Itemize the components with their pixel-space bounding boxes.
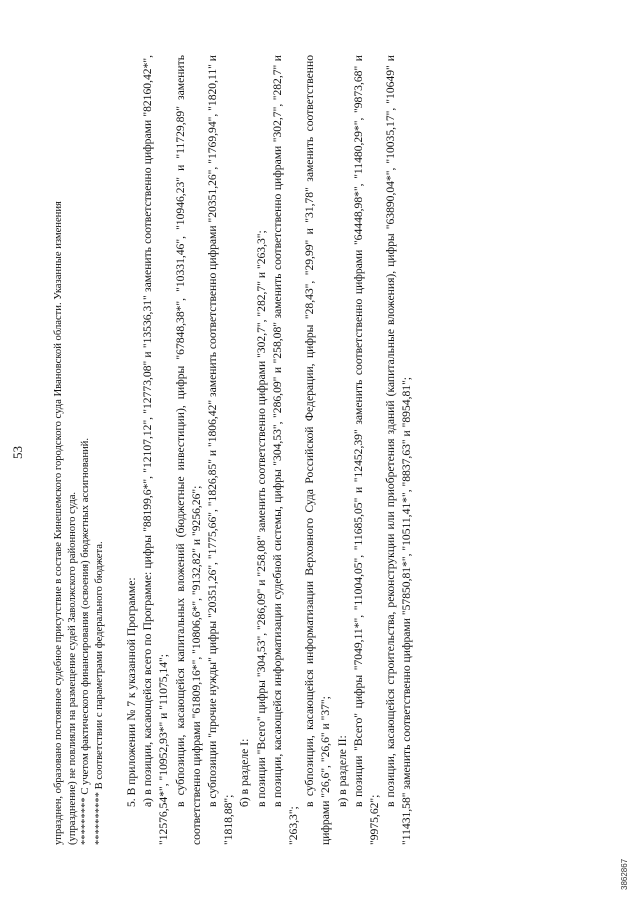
paragraph-c: в) в разделе II: [335,735,349,807]
document-stamp: 3862867 [620,858,629,890]
footnote-continuation-line1: упразднен, образовано постоянное судебное присутствие в составе Кинешемского городского суда Ивановской области. Указанные изменения [53,201,64,845]
footnote-9: ********* С учетом фактического финансирования (освоения) бюджетных ассигнований. [80,437,91,845]
paragraph-b-informatization: в позиции, касающейся информатизации судебной системы, цифры "304,53", "286,09" и "258,08" заменить соответственно цифрами "302,7", "282,7" и "263,3"; [270,55,301,845]
footnote-10: ********** В соответствии с параметрами федерального бюджета. [93,541,105,845]
section-heading: 5. В приложении № 7 к указанной Программе: [125,577,138,807]
paragraph-other-needs: в субпозиции "прочие нужды" цифры "20351,26", "1775,66", "1826,85" и "1806,42" заменить соответственно цифрами "20351,26", "1769,94", "1820,11" и "1818,88"; [206,55,236,845]
paragraph-b-supreme-court: в субпозиции, касающейся информатизации Верховного Суда Российской Федерации, цифры "28,43", "29,99" и "31,78" заменить соответственно цифрами "26,6", "26,6" и "37"; [303,55,333,845]
spacer [106,55,124,845]
document-body [52,55,416,845]
paragraph-a: а) в позиции, касающейся всего по Программе: цифры "88199,6*", "12107,12", "12773,08" и "13536,31" заменить соответственно цифрами "82160,42*", "12576,54*", "10952,93*" и "11075,14"; [141,55,171,845]
page-number: 53 [10,446,25,459]
paragraph-b: б) в разделе I: [238,738,252,807]
paragraph-capital: в субпозиции, касающейся капитальных вложений (бюджетные инвестиции), цифры "67848,38*", "10331,46", "10946,23" и "11729,89" заменить соответственно цифрами "61809,16*", "10806,6*", "9132,82" и "9256,26"; [173,55,203,845]
paragraph-c-construction: в позиции, касающейся строительства, реконструкции или приобретения зданий (капитальные вложения), цифры "63890,04*", "10035,17", "10649" и "11431,58" заменить соответственно цифрами "57850,81*", "10511,41*", "8837,63" и "8954,81"; [384,55,414,845]
paragraph-c-total: в позиции "Всего" цифры "7049,11*", "11004,05", "11685,05" и "12452,39" заменить соответственно цифрами "64448,98*", "11480,29*", "9873,68" и "9975,62"; [351,55,382,845]
footnote-continuation-line2: (упразднение) не повлияли на размещение судей Заволжского районного суда. [66,491,78,845]
paragraph-b-total: в позиции "Всего" цифры "304,53", "286,09" и "258,08" заменить соответственно цифрами "302,7", "282,7" и "263,3"; [254,230,268,807]
